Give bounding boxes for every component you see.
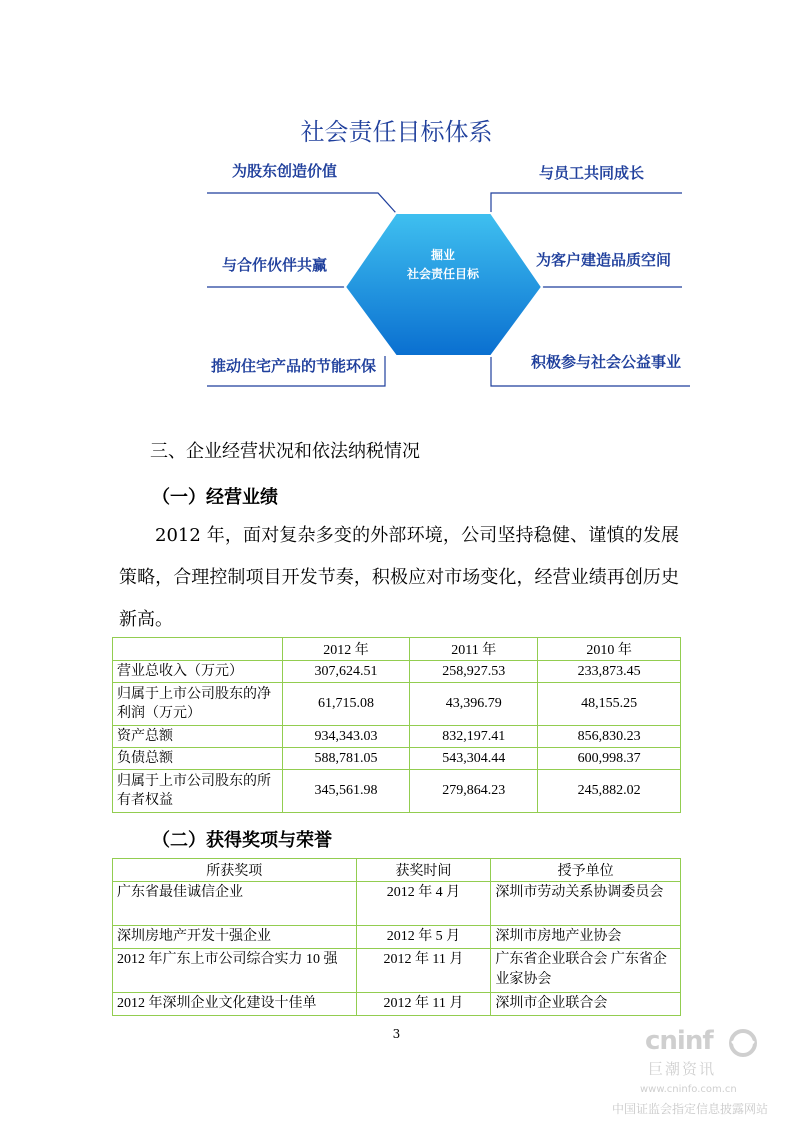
row-label: 归属于上市公司股东的所有者权益 <box>113 770 283 813</box>
goal-customers: 为客户建造品质空间 <box>536 251 672 269</box>
performance-paragraph: 2012 年，面对复杂多变的外部环境，公司坚持稳健、谨慎的发展策略，合理控制项目开发节奏，积极应对市场变化，经营业绩再创历史新高。 <box>119 525 679 630</box>
table-header-row <box>113 638 681 661</box>
table-row <box>113 726 681 748</box>
page-number: 3 <box>392 1027 401 1041</box>
cell-value: 279,864.23 <box>410 770 538 813</box>
cell-value: 48,155.25 <box>538 683 681 726</box>
row-label: 归属于上市公司股东的净利润（万元） <box>113 683 283 726</box>
cell-value: 934,343.03 <box>282 726 410 748</box>
award-name: 2012 年深圳企业文化建设十佳单 <box>113 993 357 1016</box>
subheading-awards: （二）获得奖项与荣誉 <box>152 830 332 851</box>
row-label: 营业总收入（万元） <box>113 661 283 683</box>
center-hexagon <box>345 213 542 356</box>
award-issuer: 深圳市企业联合会 <box>491 993 681 1016</box>
cell-value: 588,781.05 <box>282 748 410 770</box>
cell-value: 600,998.37 <box>538 748 681 770</box>
award-date: 2012 年 5 月 <box>356 926 491 949</box>
award-name: 深圳房地产开发十强企业 <box>113 926 357 949</box>
award-date: 2012 年 11 月 <box>356 993 491 1016</box>
table-row <box>113 661 681 683</box>
goal-employees: 与员工共同成长 <box>539 164 645 182</box>
connector-top-right <box>491 193 682 213</box>
hexagon-line-1: 掘业 <box>430 248 455 262</box>
subheading-performance: （一）经营业绩 <box>152 487 278 508</box>
award-issuer: 深圳市房地产业协会 <box>491 926 681 949</box>
watermark-url: www.cninfo.com.cn <box>640 1084 737 1095</box>
table-row <box>113 748 681 770</box>
table-row <box>113 882 681 926</box>
cell-value: 543,304.44 <box>410 748 538 770</box>
performance-table <box>112 637 681 813</box>
header-cell: 2010 年 <box>538 638 681 661</box>
award-issuer: 深圳市劳动关系协调委员会 <box>491 882 681 926</box>
csr-goal-diagram <box>0 0 793 400</box>
cell-value: 233,873.45 <box>538 661 681 683</box>
cell-value: 307,624.51 <box>282 661 410 683</box>
goal-partners: 与合作伙伴共赢 <box>222 256 328 274</box>
cninfo-watermark <box>610 1020 793 1120</box>
row-label: 负债总额 <box>113 748 283 770</box>
goal-shareholders: 为股东创造价值 <box>232 162 338 180</box>
cell-value: 43,396.79 <box>410 683 538 726</box>
table-header-row <box>113 859 681 882</box>
cell-value: 856,830.23 <box>538 726 681 748</box>
cell-value: 245,882.02 <box>538 770 681 813</box>
cell-value: 832,197.41 <box>410 726 538 748</box>
award-name: 广东省最佳诚信企业 <box>113 882 357 926</box>
header-cell: 2011 年 <box>410 638 538 661</box>
header-cell <box>113 638 283 661</box>
header-cell: 所获奖项 <box>113 859 357 882</box>
award-issuer: 广东省企业联合会 广东省企业家协会 <box>491 949 681 993</box>
award-date: 2012 年 11 月 <box>356 949 491 993</box>
connector-top-left <box>207 193 396 213</box>
table-row <box>113 683 681 726</box>
award-date: 2012 年 4 月 <box>356 882 491 926</box>
table-row <box>113 949 681 993</box>
cell-value: 61,715.08 <box>282 683 410 726</box>
watermark-name: 巨潮资讯 <box>648 1060 717 1078</box>
watermark-brand: cninf <box>645 1026 713 1056</box>
watermark-tagline: 中国证监会指定信息披露网站 <box>612 1102 769 1116</box>
diagram-title: 社会责任目标体系 <box>300 118 493 146</box>
header-cell: 授予单位 <box>491 859 681 882</box>
table-row <box>113 926 681 949</box>
row-label: 资产总额 <box>113 726 283 748</box>
hexagon-line-2: 社会责任目标 <box>406 267 479 281</box>
table-row <box>113 770 681 813</box>
awards-table <box>112 858 681 1016</box>
cell-value: 345,561.98 <box>282 770 410 813</box>
header-cell: 2012 年 <box>282 638 410 661</box>
goal-public-welfare: 积极参与社会公益事业 <box>531 353 682 371</box>
diagram-graphics <box>0 0 793 400</box>
table-row <box>113 993 681 1016</box>
cninfo-logo-icon <box>728 1028 758 1058</box>
section-heading: 三、企业经营状况和依法纳税情况 <box>150 441 420 462</box>
goal-energy-saving: 推动住宅产品的节能环保 <box>211 357 377 375</box>
cell-value: 258,927.53 <box>410 661 538 683</box>
award-name: 2012 年广东上市公司综合实力 10 强 <box>113 949 357 993</box>
header-cell: 获奖时间 <box>356 859 491 882</box>
